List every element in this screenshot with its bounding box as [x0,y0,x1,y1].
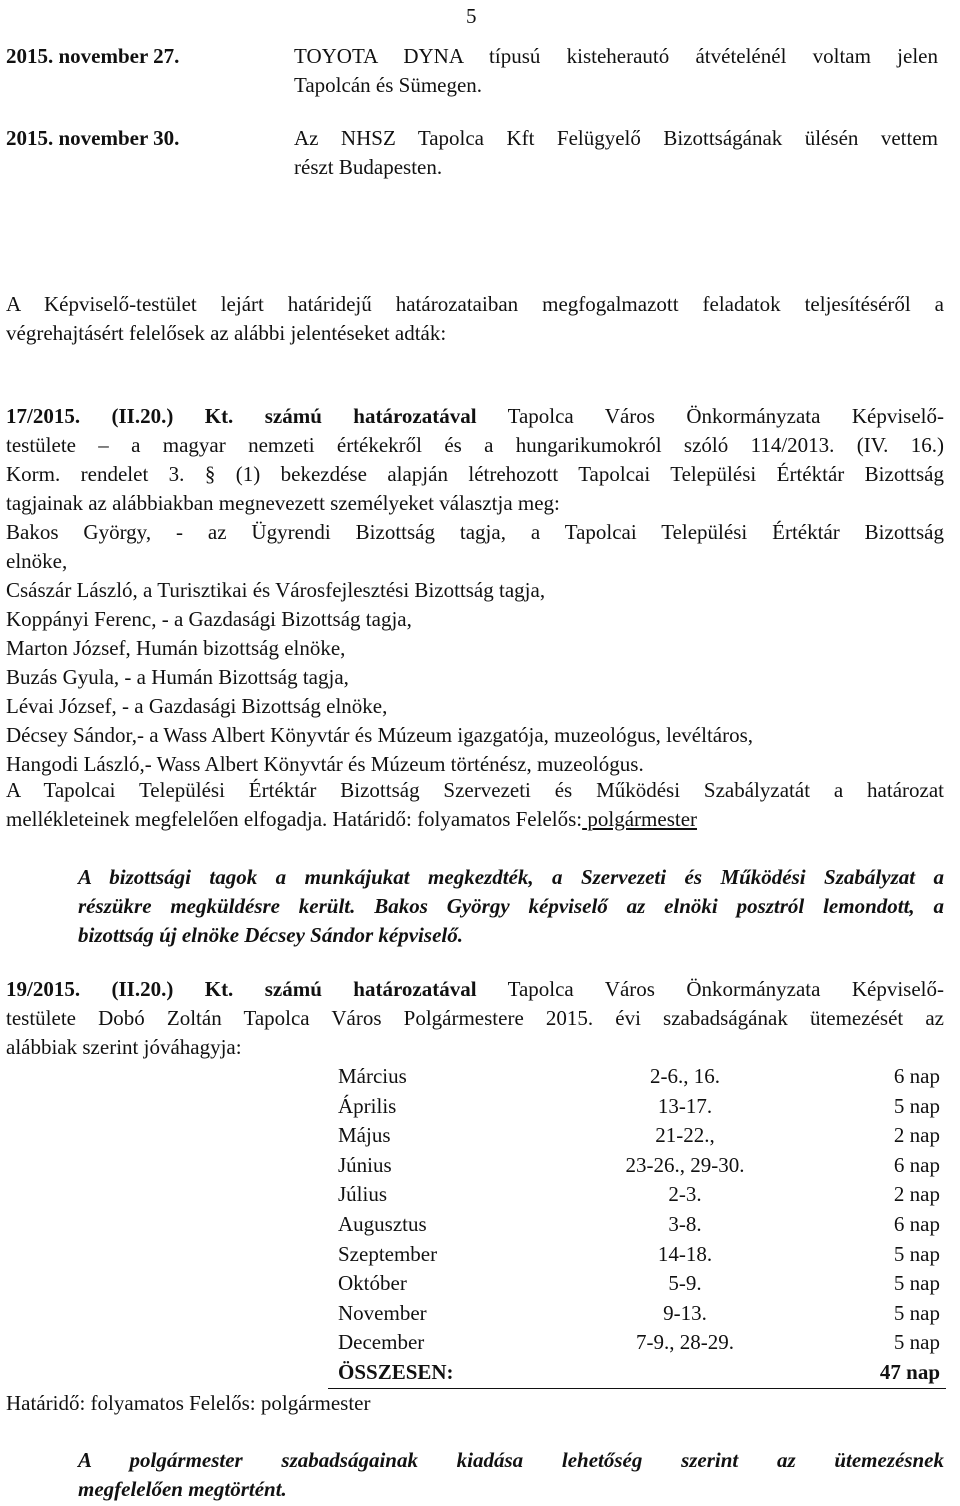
member-line: Koppányi Ferenc, - a Gazdasági Bizottság tagja, [6,607,412,631]
days-cell: 5-9. [668,1271,702,1296]
report-text: megfelelően megtörtént. [78,1477,287,1501]
count-cell: 5 nap [893,1271,940,1296]
diary-text: TOYOTA DYNA típusú kisteherautó átvételénél voltam jelen [294,44,938,68]
page-number: 5 [466,4,477,28]
total-label: ÖSSZESEN: [328,1358,570,1388]
count-cell: 5 nap [893,1330,940,1355]
resolution-text: tagjainak az alábbiakban megnevezett személyeket választja meg: [6,491,560,515]
table-row [328,1151,946,1181]
resolution-text: Korm. rendelet 3. § (1) bekezdése alapján létrehozott Tapolcai Települési Értéktár Bizottság [6,462,944,486]
count-cell: 6 nap [893,1211,940,1236]
member-line: Császár László, a Turisztikai és Városfejlesztési Bizottság tagja, [6,578,546,602]
closing-text: mellékleteinek megfelelően elfogadja. Határidő: folyamatos Felelős: [6,807,583,831]
diary-text: részt Budapesten. [294,155,443,179]
days-cell: 3-8. [668,1211,702,1236]
diary-text: Az NHSZ Tapolca Kft Felügyelő Bizottságának ülésén vettem [294,126,938,150]
intro-text: végrehajtásért felelősek az alábbi jelentéseket adták: [6,321,447,345]
count-cell: 2 nap [893,1123,940,1148]
report-text: bizottság új elnöke Décsey Sándor képviselő. [78,923,463,947]
closing-text: A Tapolcai Települési Értéktár Bizottság Szervezeti és Működési Szabályzatát a határozat [6,778,944,802]
days-cell: 9-13. [663,1300,707,1325]
table-row [328,1062,946,1092]
closing-text-line [6,805,697,834]
days-cell: 14-18. [657,1241,713,1266]
member-line: Hangodi László,- Wass Albert Könyvtár és Múzeum történész, muzeológus. [6,752,644,776]
vacation-table [328,1062,946,1389]
resolution-ref: 17/2015. (II.20.) Kt. számú határozatával [6,404,477,428]
member-line: elnöke, [6,549,68,573]
month-cell: Március [338,1064,407,1088]
count-cell: 5 nap [893,1241,940,1266]
resolution-text: Tapolca Város Önkormányzata Képviselő- [507,404,945,428]
month-cell: Április [338,1093,397,1118]
table-row [328,1269,946,1299]
report-text: A polgármester szabadságainak kiadása lehetőség szerint az ütemezésnek [78,1448,944,1472]
count-cell: 5 nap [893,1300,940,1325]
table-row [328,1210,946,1240]
resolution-text: alábbiak szerint jóváhagyja: [6,1035,242,1059]
intro-text: A Képviselő-testület lejárt határidejű határozataiban megfogalmazott feladatok teljesítéséről a [6,292,944,316]
member-line: Décsey Sándor,- a Wass Albert Könyvtár és Múzeum igazgatója, muzeológus, levéltáros, [6,723,754,747]
days-cell: 21-22., [655,1123,715,1148]
member-line: Lévai József, - a Gazdasági Bizottság elnöke, [6,694,388,718]
resolution-text: testülete Dobó Zoltán Tapolca Város Polgármestere 2015. évi szabadságának ütemezését az [6,1006,944,1030]
resolution-17-first-line [6,402,944,431]
table-row [328,1180,946,1210]
count-cell: 6 nap [893,1152,940,1177]
resolution-19-first-line [6,975,944,1004]
table-row [328,1328,946,1358]
table-row [328,1092,946,1122]
month-cell: Május [338,1123,391,1148]
table-row [328,1121,946,1151]
days-cell: 23-26., 29-30. [625,1152,745,1177]
resolution-text: Tapolca Város Önkormányzata Képviselő- [507,977,945,1001]
table-row [328,1240,946,1270]
diary-date: 2015. november 30. [6,126,180,150]
report-text: A bizottsági tagok a munkájukat megkezdték, a Szervezeti és Működési Szabályzat a [78,865,944,889]
diary-text: Tapolcán és Sümegen. [294,73,483,97]
days-cell: 2-6., 16. [650,1064,720,1088]
table-row [328,1299,946,1329]
days-cell: 13-17. [657,1093,713,1118]
total-value: 47 nap [800,1358,946,1388]
report-text: részükre megküldésre került. Bakos György képviselő az elnöki posztról lemondott, a [78,894,944,918]
month-cell: Július [338,1182,388,1207]
member-line: Bakos György, - az Ügyrendi Bizottság tagja, a Tapolcai Települési Értéktár Bizottság [6,520,944,544]
count-cell: 2 nap [893,1182,940,1207]
month-cell: Augusztus [338,1211,427,1236]
count-cell: 6 nap [893,1064,940,1088]
responsible-text: polgármester [582,807,698,831]
month-cell: Szeptember [338,1241,438,1266]
member-line: Buzás Gyula, - a Humán Bizottság tagja, [6,665,349,689]
month-cell: Október [338,1271,407,1296]
member-line: Marton József, Humán bizottság elnöke, [6,636,346,660]
days-cell: 2-3. [668,1182,702,1207]
month-cell: November [338,1300,427,1325]
deadline-text: Határidő: folyamatos Felelős: polgármester [6,1391,371,1415]
table-total-row [328,1358,946,1388]
month-cell: Június [338,1152,392,1177]
count-cell: 5 nap [893,1093,940,1118]
resolution-ref: 19/2015. (II.20.) Kt. számú határozatával [6,977,477,1001]
days-cell: 7-9., 28-29. [636,1330,734,1355]
month-cell: December [338,1330,425,1355]
diary-date: 2015. november 27. [6,44,180,68]
resolution-text: testülete – a magyar nemzeti értékekről és a hungarikumokról szóló 114/2013. (IV. 16.) [6,433,944,457]
